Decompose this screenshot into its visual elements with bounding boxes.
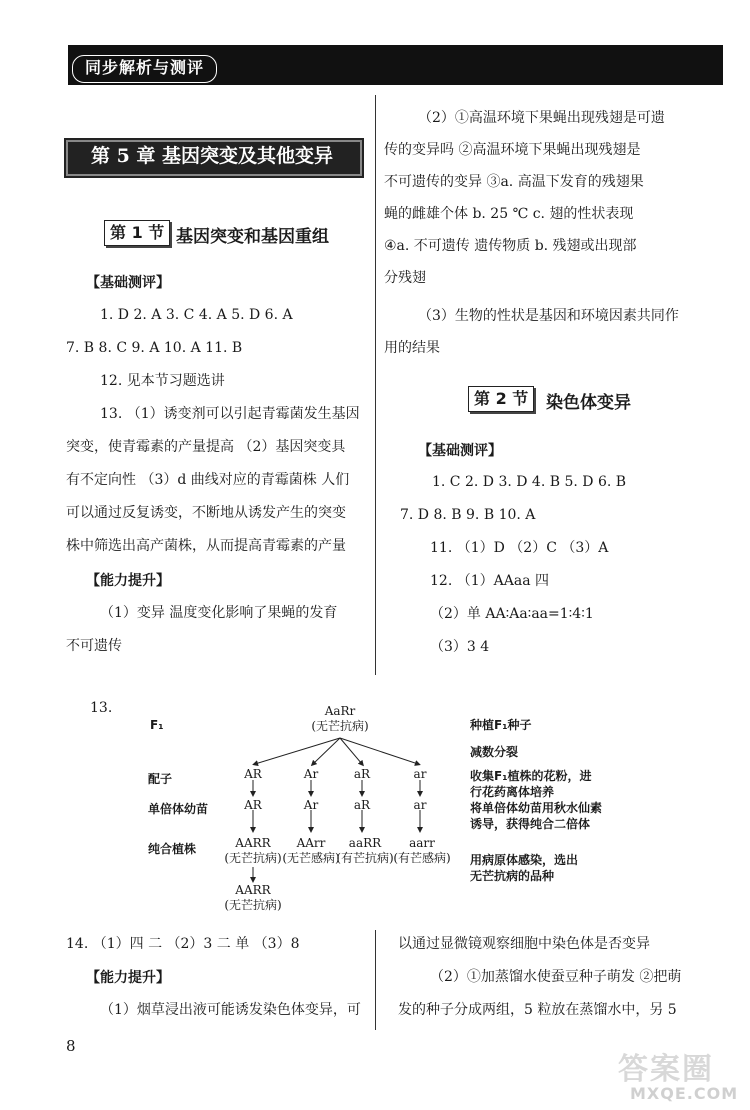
left-q13-line3: 有不定向性 （3）d 曲线对应的青霉菌株 人们 [66,472,350,488]
right-q2-line2: 传的变异吗 ②高温环境下果蝇出现残翅是 [384,142,641,158]
watermark-text: 答案圈 [618,1052,714,1087]
right-answers-row2: 7. D 8. B 9. B 10. A [400,507,536,523]
left-q13-line5: 株中筛选出高产菌株，从而提高青霉素的产量 [66,538,346,554]
right-q12-line3: （3）3 4 [430,639,490,655]
right-q12-line1: 12. （1）AAaa 四 [430,573,549,589]
note-colchicine-line2: 诱导，获得纯合二倍体 [470,817,591,831]
section2-title: 染色体变异 [546,393,631,413]
left-answers-row1: 1. D 2. A 3. C 4. A 5. D 6. A [100,307,293,323]
column-divider-bottom [375,930,376,1030]
right-answers-row1: 1. C 2. D 3. D 4. B 5. D 6. B [432,474,627,490]
right-q11: 11. （1）D （2）C （3）A [430,540,609,556]
right-q2-line4: 蝇的雌雄个体 b. 25 ℃ c. 翅的性状表现 [384,206,634,222]
gamete-3: aR [353,767,371,781]
pure-genotype-2: AArr [296,836,326,850]
bottom-ability-line1: （1）烟草浸出液可能诱发染色体变异，可 [100,1002,361,1018]
page-number: 8 [66,1037,76,1055]
seedling-3: aR [353,798,371,812]
pure-phenotype-4: (有芒感病) [393,851,451,865]
right-q2-line6: 分残翅 [384,270,426,286]
pure-genotype-1: AARR [235,836,271,850]
left-answers-row2: 7. B 8. C 9. A 10. A 11. B [66,340,243,356]
f1-phenotype: (无芒抗病) [311,719,369,733]
pure-phenotype-3: (有芒抗病) [336,851,394,865]
note-anther-line1: 收集F₁植株的花粉，进 [470,769,592,783]
left-heading-basic: 【基础测评】 [86,275,170,291]
bottom-right-line3: 发的种子分成两组，5 粒放在蒸馏水中，另 5 [398,1002,677,1018]
gamete-1: AR [244,767,262,781]
seedling-4: ar [413,798,427,812]
left-q13-line1: 13. （1）诱变剂可以引起青霉菌发生基因 [100,406,360,422]
watermark-url: MXQE.COM [630,1084,739,1103]
section1-label: 第 1 节 [104,220,170,246]
row-label-f1: F₁ [150,718,164,732]
note-sow-f1: 种植F₁种子 [470,718,532,732]
section2-label: 第 2 节 [468,386,534,412]
bottom-q14: 14. （1）四 二 （2）3 二 单 （3）8 [66,936,300,952]
bottom-right-line1: 以通过显微镜观察细胞中染色体是否变异 [398,936,650,952]
chapter-title: 第 5 章 基因突变及其他变异 [90,145,334,167]
left-ability-line1: （1）变异 温度变化影响了果蝇的发育 [100,605,338,621]
bottom-heading-ability: 【能力提升】 [86,970,170,986]
left-q13-line4: 可以通过反复诱变，不断地从诱发产生的突变 [66,505,346,521]
right-q2-line5: ④a. 不可遗传 遗传物质 b. 残翅或出现部 [384,238,637,254]
left-q12: 12. 见本节习题选讲 [100,373,225,389]
gamete-2: Ar [303,767,319,781]
header-title: 同步解析与测评 [72,55,217,83]
right-q12-line2: （2）单 AA∶Aa∶aa=1∶4∶1 [430,606,594,622]
note-selection-line2: 无芒抗病的品种 [470,869,555,883]
row-label-pure-plants: 纯合植株 [148,842,197,856]
note-colchicine-line1: 将单倍体幼苗用秋水仙素 [470,801,603,815]
watermark-logo [600,1040,750,1110]
right-q2-line1: （2）①高温环境下果蝇出现残翅是可遗 [418,110,665,126]
seedling-2: Ar [303,798,319,812]
right-q3-line2: 用的结果 [384,340,440,356]
bottom-right-line2: （2）①加蒸馏水使蚕豆种子萌发 ②把萌 [430,969,682,985]
right-q2-line3: 不可遗传的变异 ③a. 高温下发育的残翅果 [384,174,644,190]
seedling-1: AR [244,798,262,812]
row-label-gametes: 配子 [148,772,173,786]
diagram-number: 13. [90,700,113,716]
left-ability-line2: 不可遗传 [66,638,122,654]
note-selection-line1: 用病原体感染，选出 [470,853,579,867]
final-phenotype: (无芒抗病) [224,898,282,912]
pure-phenotype-1: (无芒抗病) [224,851,282,865]
pure-genotype-3: aaRR [348,836,382,850]
right-q3-line1: （3）生物的性状是基因和环境因素共同作 [418,308,679,324]
pure-phenotype-2: (无芒感病) [282,851,340,865]
left-heading-ability: 【能力提升】 [86,573,170,589]
f1-genotype: AaRr [324,704,356,718]
section1-title: 基因突变和基因重组 [176,227,329,247]
row-label-seedlings: 单倍体幼苗 [148,802,209,816]
left-q13-line2: 突变，使青霉素的产量提高 （2）基因突变具 [66,439,346,455]
note-meiosis: 减数分裂 [470,745,519,759]
pure-genotype-4: aarr [409,836,435,850]
note-anther-line2: 行花药离体培养 [470,785,555,799]
column-divider [375,95,376,675]
gamete-4: ar [413,767,427,781]
right-heading-basic: 【基础测评】 [418,443,502,459]
final-genotype: AARR [235,883,271,897]
